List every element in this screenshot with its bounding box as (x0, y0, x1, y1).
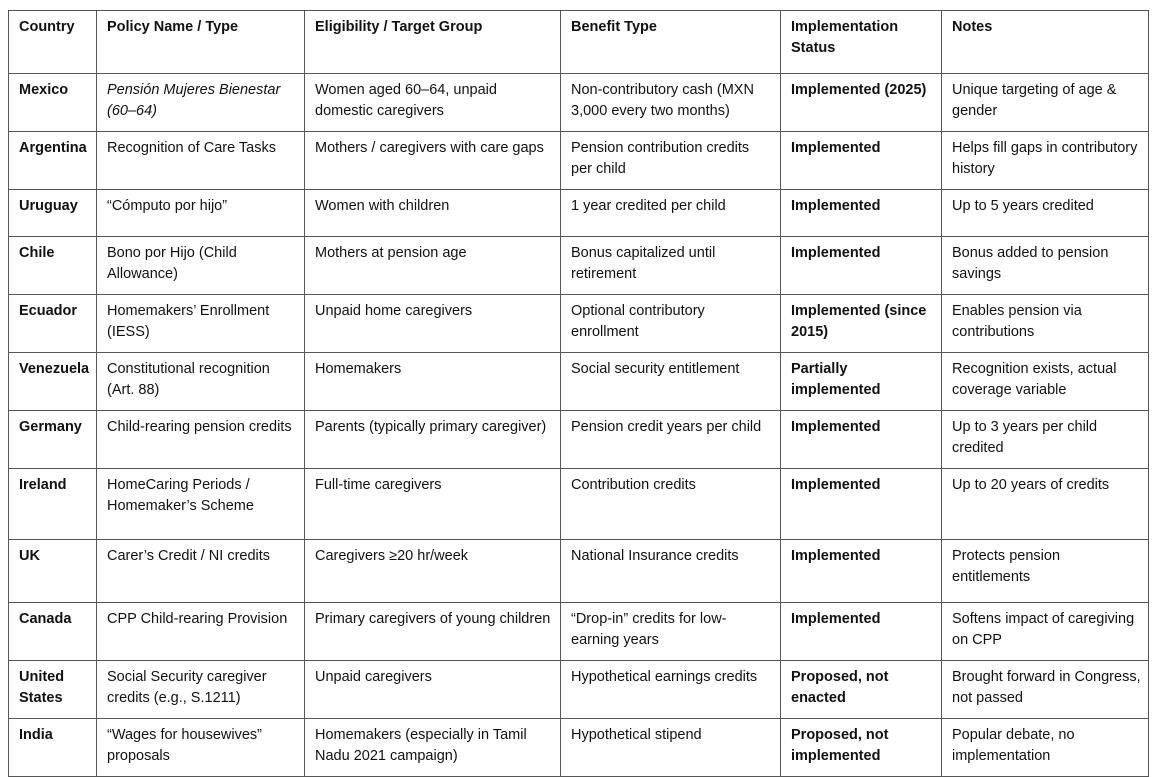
table-row (9, 190, 1149, 237)
table-row (9, 540, 1149, 603)
cell-policy: Constitutional recognition (Art. 88) (97, 353, 305, 411)
cell-status: Implemented (781, 132, 942, 190)
cell-status: Implemented (781, 190, 942, 237)
table-row (9, 411, 1149, 469)
header-policy: Policy Name / Type (97, 11, 305, 74)
cell-notes: Bonus added to pension savings (942, 237, 1149, 295)
cell-eligibility: Homemakers (especially in Tamil Nadu 2021 campaign) (305, 719, 561, 777)
cell-notes: Brought forward in Congress, not passed (942, 661, 1149, 719)
table-row (9, 132, 1149, 190)
cell-country: Uruguay (9, 190, 97, 237)
cell-benefit: Contribution credits (561, 469, 781, 540)
cell-policy: Carer’s Credit / NI credits (97, 540, 305, 603)
cell-country: Venezuela (9, 353, 97, 411)
cell-notes: Unique targeting of age & gender (942, 74, 1149, 132)
cell-notes: Up to 5 years credited (942, 190, 1149, 237)
cell-benefit: Social security entitlement (561, 353, 781, 411)
cell-benefit: Pension contribution credits per child (561, 132, 781, 190)
cell-status: Implemented (781, 603, 942, 661)
cell-eligibility: Mothers / caregivers with care gaps (305, 132, 561, 190)
cell-eligibility: Caregivers ≥20 hr/week (305, 540, 561, 603)
cell-status: Implemented (781, 237, 942, 295)
cell-eligibility: Women aged 60–64, unpaid domestic caregivers (305, 74, 561, 132)
cell-notes: Recognition exists, actual coverage variable (942, 353, 1149, 411)
cell-benefit: Optional contributory enrollment (561, 295, 781, 353)
table-row (9, 719, 1149, 777)
cell-eligibility: Primary caregivers of young children (305, 603, 561, 661)
cell-eligibility: Unpaid caregivers (305, 661, 561, 719)
cell-notes: Up to 3 years per child credited (942, 411, 1149, 469)
cell-eligibility: Parents (typically primary caregiver) (305, 411, 561, 469)
cell-benefit: Pension credit years per child (561, 411, 781, 469)
table-row (9, 661, 1149, 719)
cell-notes: Enables pension via contributions (942, 295, 1149, 353)
cell-policy: Pensión Mujeres Bienestar (60–64) (97, 74, 305, 132)
cell-eligibility: Unpaid home caregivers (305, 295, 561, 353)
cell-country: Chile (9, 237, 97, 295)
cell-policy: HomeCaring Periods / Homemaker’s Scheme (97, 469, 305, 540)
cell-country: United States (9, 661, 97, 719)
policy-table (8, 10, 1149, 777)
cell-benefit: Bonus capitalized until retirement (561, 237, 781, 295)
cell-notes: Up to 20 years of credits (942, 469, 1149, 540)
cell-status: Partially implemented (781, 353, 942, 411)
cell-status: Implemented (781, 469, 942, 540)
cell-notes: Helps fill gaps in contributory history (942, 132, 1149, 190)
table-row (9, 74, 1149, 132)
table-row (9, 603, 1149, 661)
cell-policy: “Wages for housewives” proposals (97, 719, 305, 777)
cell-eligibility: Mothers at pension age (305, 237, 561, 295)
header-country: Country (9, 11, 97, 74)
cell-country: India (9, 719, 97, 777)
cell-eligibility: Women with children (305, 190, 561, 237)
cell-notes: Protects pension entitlements (942, 540, 1149, 603)
header-eligibility: Eligibility / Target Group (305, 11, 561, 74)
cell-policy: Homemakers’ Enrollment (IESS) (97, 295, 305, 353)
cell-country: Mexico (9, 74, 97, 132)
cell-country: Argentina (9, 132, 97, 190)
cell-benefit: Hypothetical stipend (561, 719, 781, 777)
cell-country: Canada (9, 603, 97, 661)
cell-policy: Child-rearing pension credits (97, 411, 305, 469)
table-row (9, 469, 1149, 540)
cell-status: Implemented (2025) (781, 74, 942, 132)
header-notes: Notes (942, 11, 1149, 74)
cell-notes: Softens impact of caregiving on CPP (942, 603, 1149, 661)
cell-benefit: “Drop-in” credits for low-earning years (561, 603, 781, 661)
cell-benefit: 1 year credited per child (561, 190, 781, 237)
cell-policy: Recognition of Care Tasks (97, 132, 305, 190)
cell-benefit: Non-contributory cash (MXN 3,000 every two months) (561, 74, 781, 132)
cell-policy: Bono por Hijo (Child Allowance) (97, 237, 305, 295)
cell-benefit: Hypothetical earnings credits (561, 661, 781, 719)
cell-policy: “Cómputo por hijo” (97, 190, 305, 237)
cell-eligibility: Full-time caregivers (305, 469, 561, 540)
header-benefit: Benefit Type (561, 11, 781, 74)
cell-country: Germany (9, 411, 97, 469)
cell-notes: Popular debate, no implementation (942, 719, 1149, 777)
table-row (9, 237, 1149, 295)
cell-status: Proposed, not enacted (781, 661, 942, 719)
cell-policy: CPP Child-rearing Provision (97, 603, 305, 661)
cell-country: UK (9, 540, 97, 603)
cell-country: Ireland (9, 469, 97, 540)
cell-status: Implemented (781, 540, 942, 603)
table-row (9, 353, 1149, 411)
table-row (9, 295, 1149, 353)
cell-benefit: National Insurance credits (561, 540, 781, 603)
cell-eligibility: Homemakers (305, 353, 561, 411)
header-status: Implementation Status (781, 11, 942, 74)
cell-country: Ecuador (9, 295, 97, 353)
cell-policy: Social Security caregiver credits (e.g., S.1211) (97, 661, 305, 719)
cell-status: Proposed, not implemented (781, 719, 942, 777)
cell-status: Implemented (since 2015) (781, 295, 942, 353)
cell-status: Implemented (781, 411, 942, 469)
header-row (9, 11, 1149, 74)
